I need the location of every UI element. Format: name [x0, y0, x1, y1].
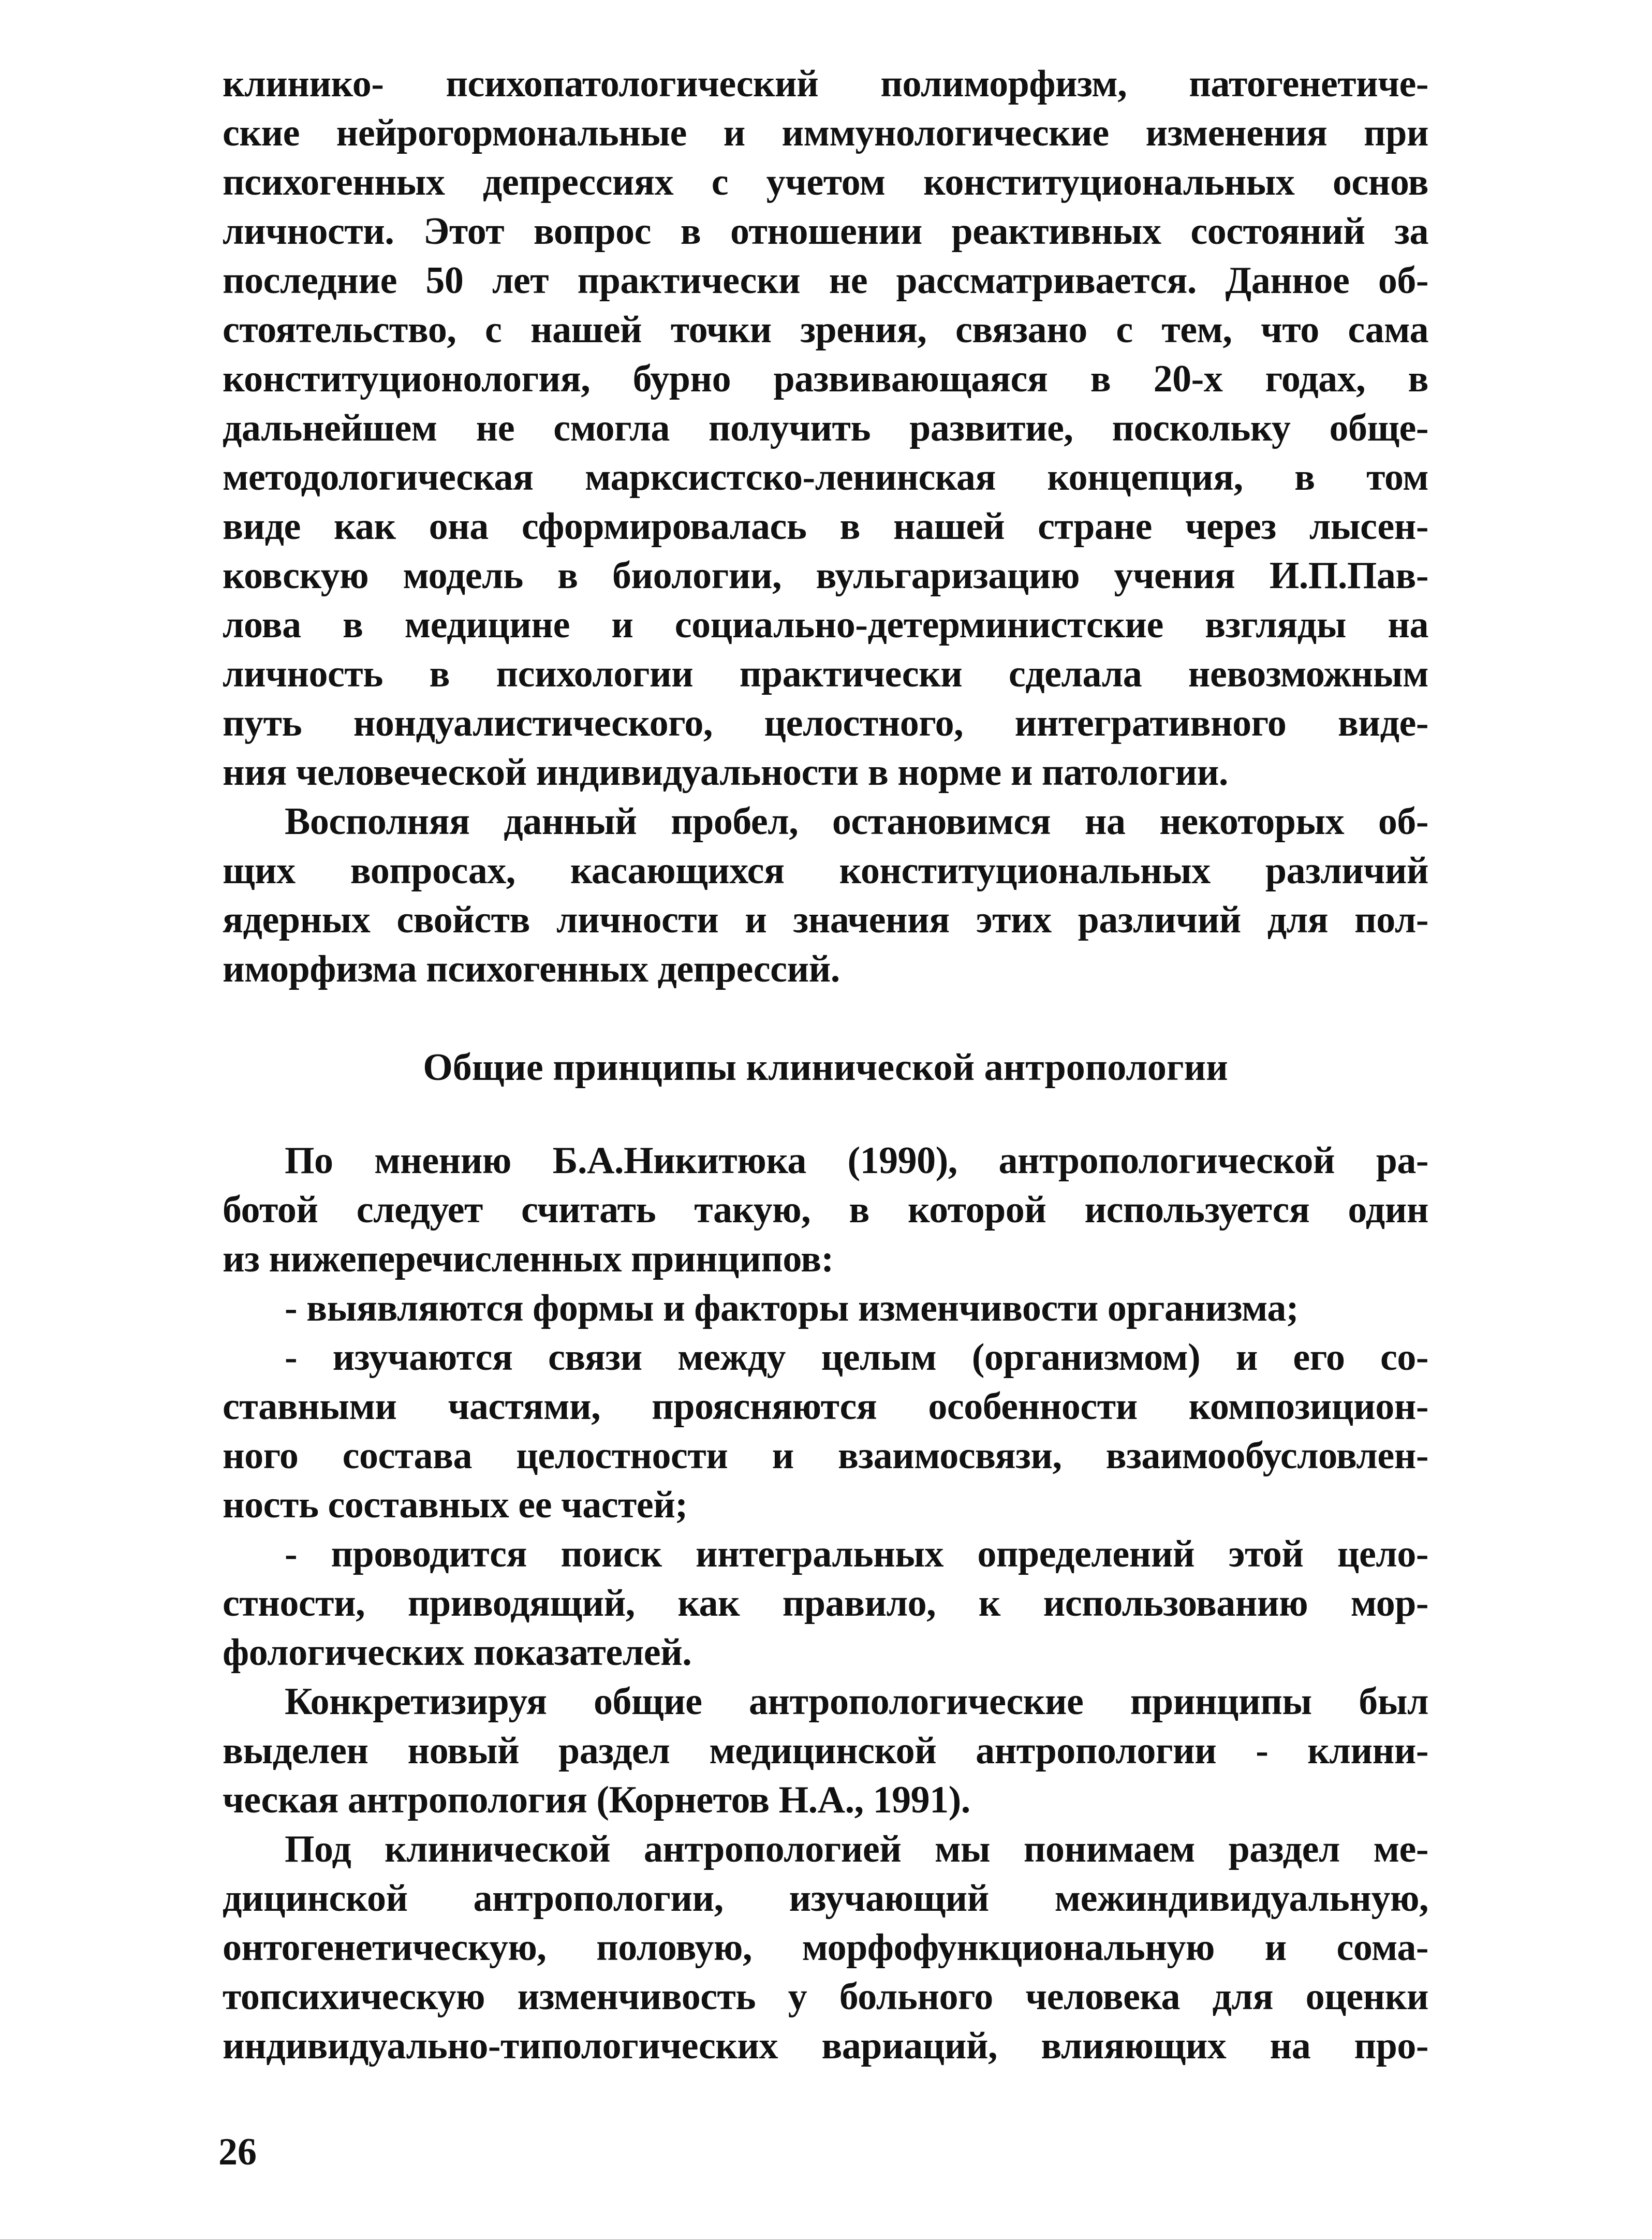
paragraph-line: из нижеперечисленных принципов:	[223, 1238, 834, 1280]
page-body	[223, 60, 1428, 2071]
paragraph-line: конституционология, бурно развивающаяся в 20-х годах, в	[223, 358, 1428, 400]
paragraph-line: онтогенетическую, половую, морфофункциональную и сома-	[223, 1926, 1428, 1969]
list-item-line: стности, приводящий, как правило, к использованию мор-	[223, 1582, 1428, 1625]
list-item-line: - выявляются формы и факторы изменчивости организма;	[285, 1287, 1299, 1329]
list-item-3	[223, 1530, 1428, 1677]
paragraph-line: лова в медицине и социально-детерминистские взгляды на	[223, 604, 1428, 646]
paragraph-1	[223, 60, 1428, 797]
paragraph-line: личность в психологии практически сделала невозможным	[223, 653, 1428, 695]
paragraph-line: иморфизма психогенных депрессий.	[223, 948, 840, 990]
paragraph-line: дальнейшем не смогла получить развитие, поскольку обще-	[223, 407, 1428, 449]
list-item-line: - изучаются связи между целым (организмом) и его со-	[285, 1336, 1428, 1379]
paragraph-line: ния человеческой индивидуальности в норме и патологии.	[223, 751, 1228, 794]
list-item-2	[223, 1333, 1428, 1530]
page-number: 26	[218, 2131, 257, 2173]
paragraph-line: виде как она сформировалась в нашей стране через лысен-	[223, 505, 1428, 548]
list-item-line: ность составных ее частей;	[223, 1484, 688, 1526]
paragraph-line: ядерных свойств личности и значения этих различий для пол-	[223, 899, 1428, 941]
list-item-line: - проводится поиск интегральных определений этой цело-	[285, 1533, 1428, 1575]
list-item-line: ставными частями, проясняются особенности композицион-	[223, 1385, 1428, 1428]
paragraph-line: щих вопросах, касающихся конституциональных различий	[223, 850, 1428, 892]
paragraph-line: Конкретизируя общие антропологические принципы был	[285, 1680, 1428, 1723]
paragraph-line: личности. Этот вопрос в отношении реактивных состояний за	[223, 210, 1428, 253]
paragraph-line: индивидуально-типологических вариаций, влияющих на про-	[223, 2025, 1428, 2067]
paragraph-5	[223, 1825, 1428, 2071]
paragraph-line: путь нондуалистического, целостного, интегративного виде-	[223, 702, 1428, 744]
paragraph-line: дицинской антропологии, изучающий межиндивидуальную,	[223, 1877, 1428, 1920]
list-item-line: ного состава целостности и взаимосвязи, взаимообусловлен-	[223, 1435, 1428, 1477]
paragraph-line: ческая антропология (Корнетов Н.А., 1991).	[223, 1779, 970, 1821]
paragraph-line: ковскую модель в биологии, вульгаризацию учения И.П.Пав-	[223, 554, 1428, 597]
paragraph-line: методологическая марксистско-ленинская концепция, в том	[223, 456, 1428, 499]
paragraph-4	[223, 1677, 1428, 1825]
paragraph-line: ские нейрогормональные и иммунологические изменения при	[223, 112, 1428, 154]
paragraph-line: выделен новый раздел медицинской антропологии - клини-	[223, 1730, 1428, 1772]
paragraph-line: стоятельство, с нашей точки зрения, связано с тем, что сама	[223, 309, 1428, 351]
list-item-line: фологических показателей.	[223, 1631, 692, 1674]
paragraph-line: последние 50 лет практически не рассматривается. Данное об-	[223, 259, 1428, 302]
paragraph-line: Под клинической антропологией мы понимаем раздел ме-	[285, 1828, 1428, 1870]
paragraph-line: ботой следует считать такую, в которой используется один	[223, 1189, 1428, 1231]
paragraph-line: психогенных депрессиях с учетом конституциональных основ	[223, 161, 1428, 203]
paragraph-line: Восполняя данный пробел, остановимся на некоторых об-	[285, 800, 1428, 843]
paragraph-line: По мнению Б.А.Никитюка (1990), антропологической ра-	[285, 1139, 1428, 1182]
section-heading: Общие принципы клинической антропологии	[423, 1046, 1228, 1089]
paragraph-2	[223, 797, 1428, 994]
paragraph-3	[223, 1136, 1428, 1284]
paragraph-line: клинико- психопатологический полиморфизм, патогенетиче-	[223, 63, 1428, 105]
paragraph-line: топсихическую изменчивость у больного человека для оценки	[223, 1975, 1428, 2018]
list-item-1	[223, 1284, 1428, 1333]
